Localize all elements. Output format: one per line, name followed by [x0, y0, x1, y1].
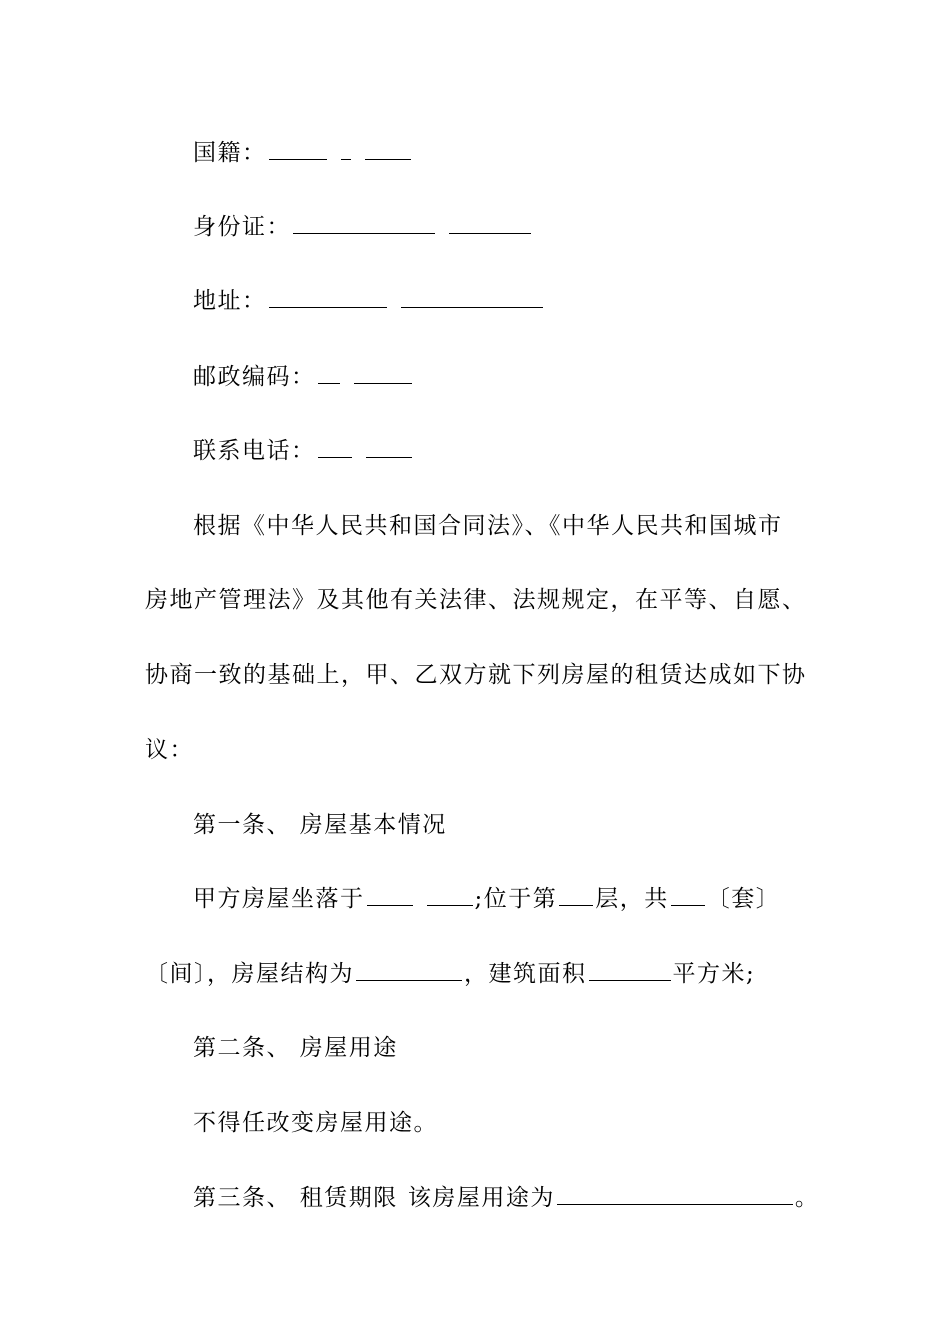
intro-line-1: 根据《中华人民共和国合同法》、《中华人民共和国城市 — [193, 513, 783, 539]
area-text: ，建筑面积 — [464, 961, 587, 987]
nationality-blank-2 — [341, 139, 351, 160]
usage-blank — [557, 1184, 793, 1205]
postcode-label: 邮政编码： — [193, 364, 316, 390]
location-blank-2 — [427, 885, 473, 906]
area-blank — [589, 960, 671, 981]
postcode-line — [193, 362, 414, 392]
total-text: 层，共 — [595, 886, 669, 912]
phone-line — [193, 436, 414, 466]
article2-text: 不得任改变房屋用途。 — [193, 1110, 438, 1136]
phone-label: 联系电话： — [193, 438, 316, 464]
article1-title: 第一条、 房屋基本情况 — [193, 812, 447, 838]
nationality-line — [193, 138, 413, 168]
postcode-blank-1 — [318, 363, 340, 384]
address-line — [193, 286, 545, 316]
phone-blank-1 — [318, 437, 352, 458]
total-blank — [671, 885, 705, 906]
intro-line-4: 议： — [145, 737, 194, 763]
address-label: 地址： — [193, 288, 267, 314]
intro-line-2: 房地产管理法》及其他有关法律、法规规定，在平等、自愿、 — [145, 587, 807, 613]
article3-line — [193, 1183, 819, 1213]
id-blank-2 — [449, 213, 531, 234]
floor-blank — [559, 885, 593, 906]
unit-text: 〔套〕 — [706, 886, 781, 912]
intro-line-3: 协商一致的基础上，甲、乙双方就下列房屋的租赁达成如下协 — [145, 662, 807, 688]
id-blank-1 — [293, 213, 435, 234]
id-line — [193, 212, 533, 242]
article3-title: 第三条、 租赁期限 — [193, 1185, 398, 1211]
location-blank-1 — [367, 885, 413, 906]
article1-line-1 — [193, 884, 780, 914]
area-unit-text: 平方米; — [672, 961, 756, 987]
floor-text: ;位于第 — [474, 886, 558, 912]
nationality-blank-3 — [365, 139, 411, 160]
article3-end: 。 — [794, 1185, 820, 1211]
nationality-blank-1 — [269, 139, 327, 160]
nationality-label: 国籍： — [193, 140, 267, 166]
location-text: 甲方房屋坐落于 — [193, 886, 365, 912]
address-blank-2 — [401, 287, 543, 308]
address-blank-1 — [269, 287, 387, 308]
structure-blank — [356, 960, 462, 981]
article2-title: 第二条、 房屋用途 — [193, 1035, 398, 1061]
article1-line-2 — [145, 959, 755, 989]
id-label: 身份证： — [193, 214, 291, 240]
phone-blank-2 — [366, 437, 412, 458]
article3-text: 该房屋用途为 — [407, 1185, 555, 1211]
postcode-blank-2 — [354, 363, 412, 384]
structure-text: 〔间〕，房屋结构为 — [145, 961, 354, 987]
